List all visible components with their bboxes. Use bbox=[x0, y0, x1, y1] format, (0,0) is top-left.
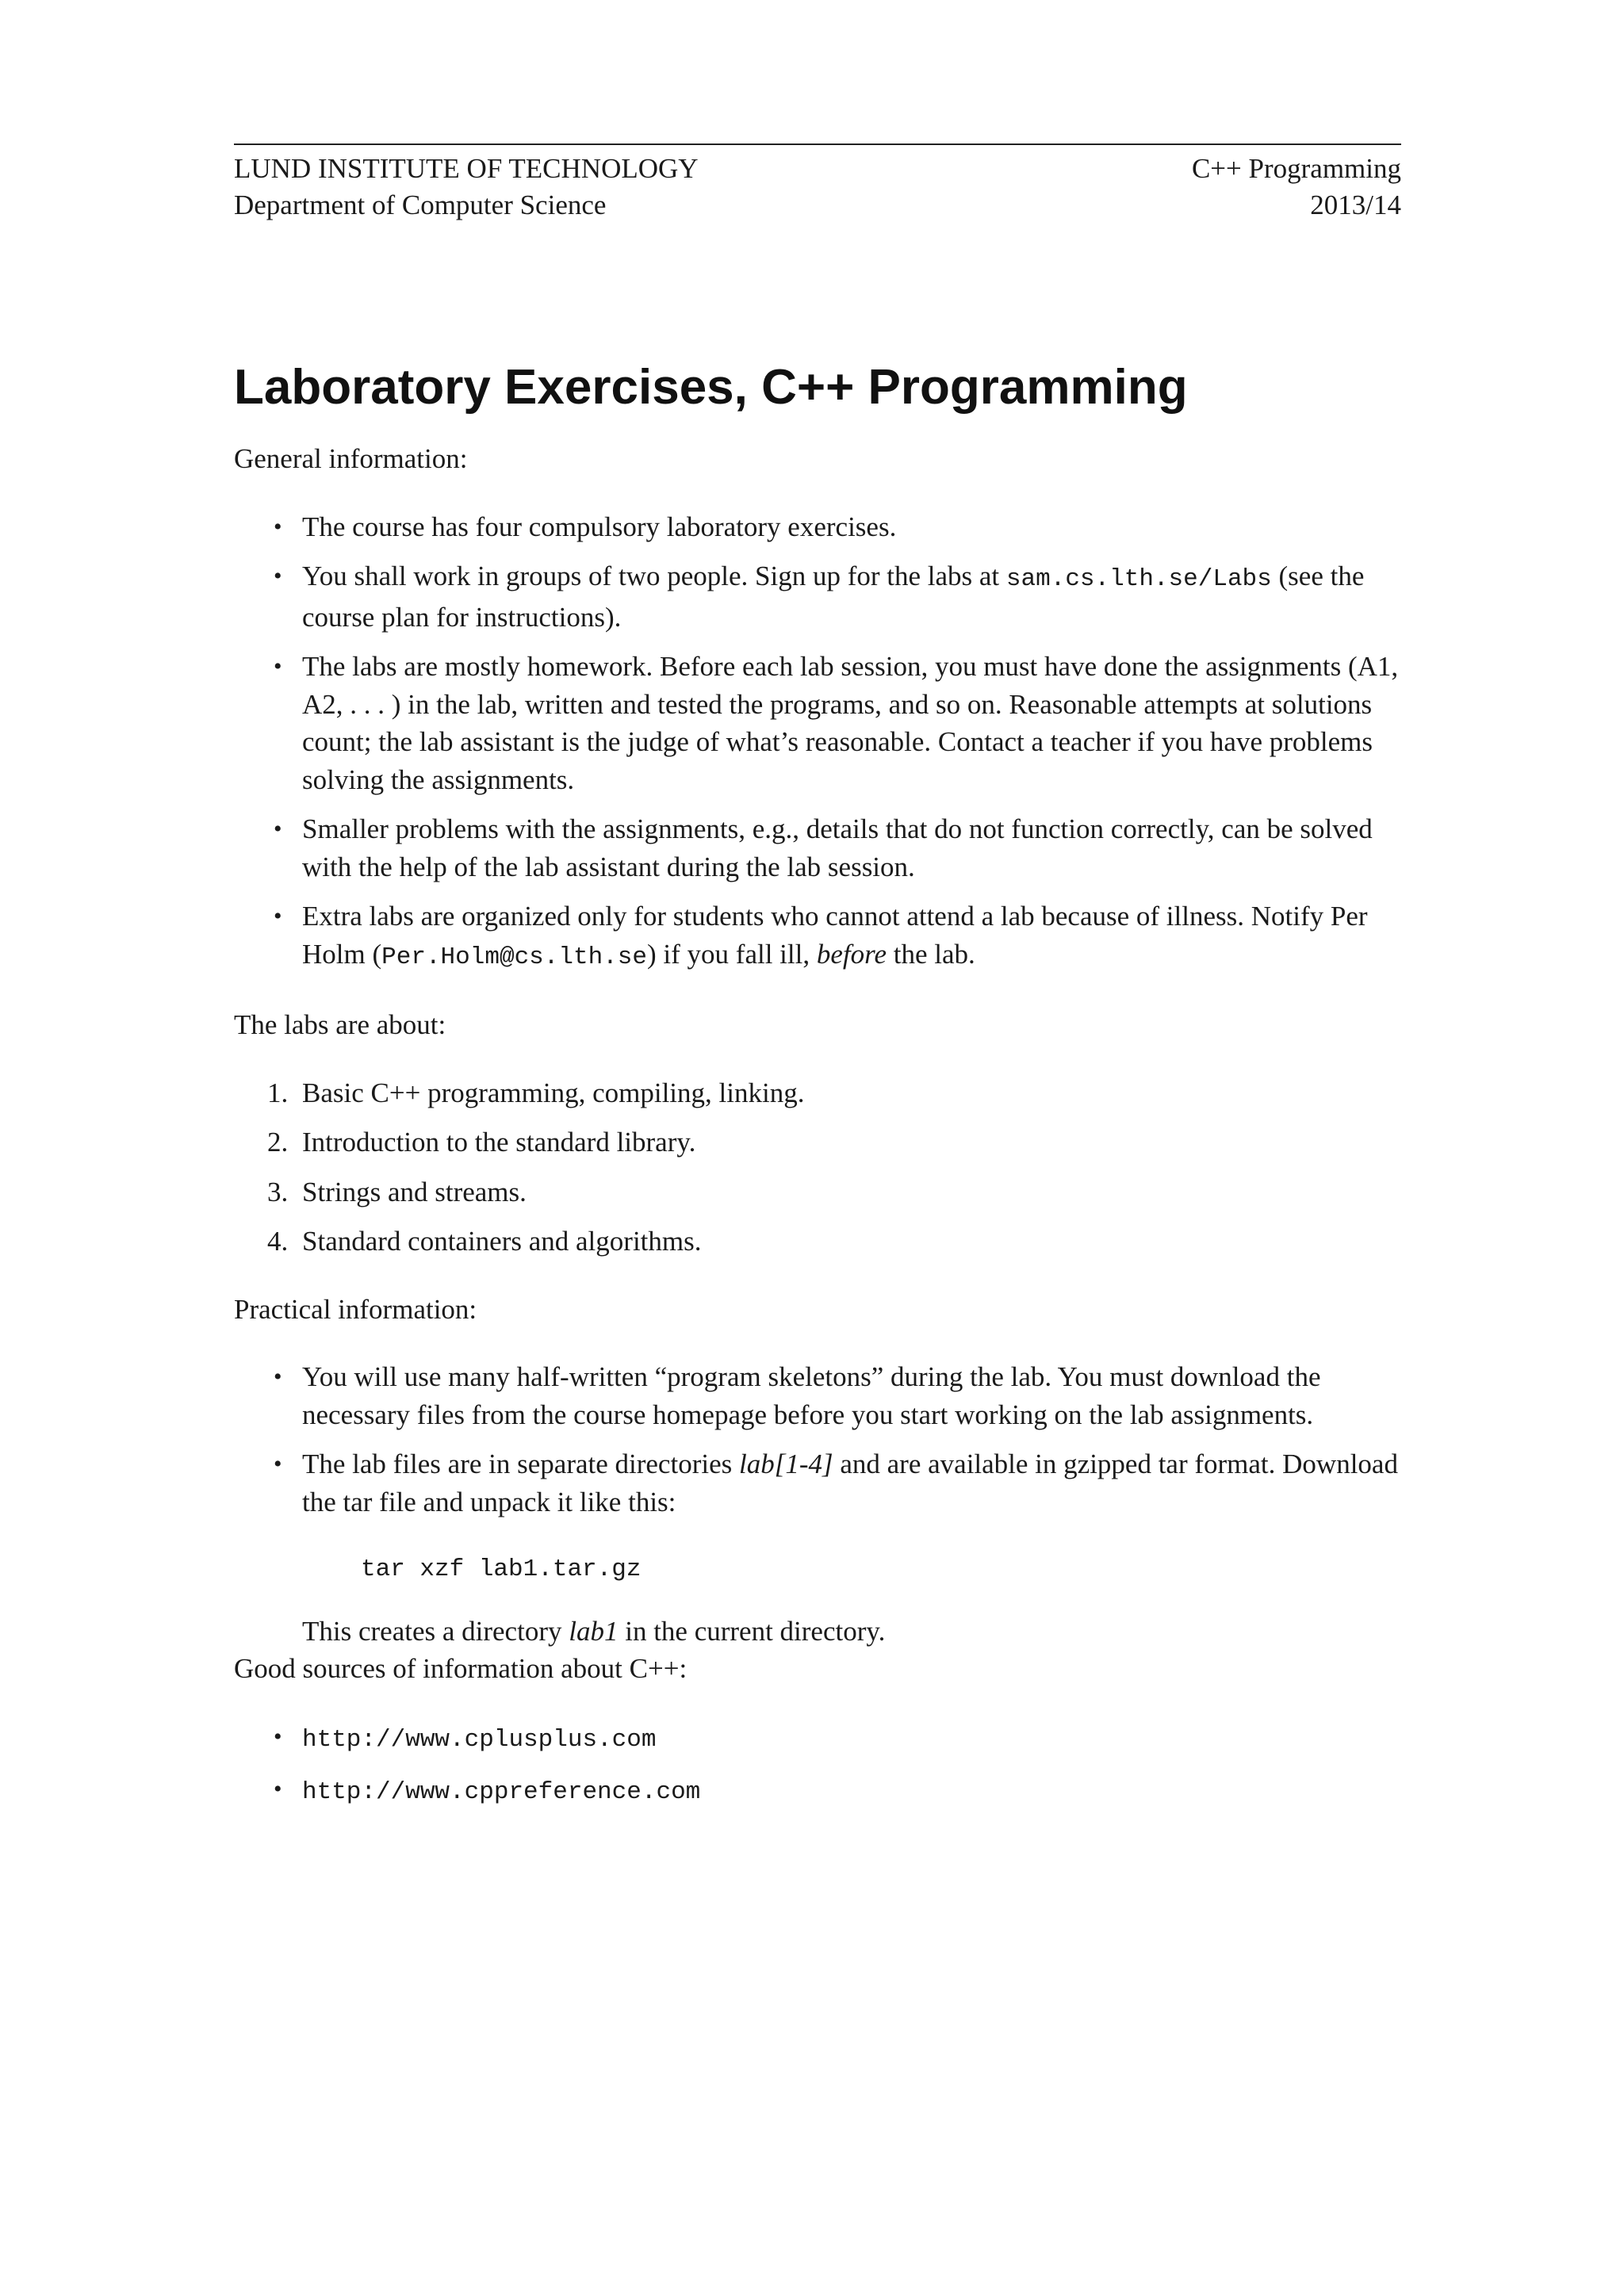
list-item bbox=[234, 810, 1401, 886]
header-right bbox=[1192, 151, 1401, 224]
labs-signup-link: sam.cs.lth.se/Labs bbox=[1005, 565, 1272, 593]
bullet-icon: • bbox=[274, 1364, 282, 1390]
source-link[interactable]: http://www.cplusplus.com bbox=[302, 1725, 657, 1754]
list-item-text: Introduction to the standard library. bbox=[302, 1127, 696, 1158]
source-link[interactable]: http://www.cppreference.com bbox=[302, 1778, 701, 1806]
bullet-icon: • bbox=[274, 1451, 282, 1477]
list-item bbox=[234, 508, 1401, 546]
emphasis-text: lab1 bbox=[569, 1615, 619, 1647]
general-info-heading: General information: bbox=[234, 443, 468, 474]
list-item-text: The lab files are in separate directories bbox=[302, 1448, 739, 1479]
general-info-list bbox=[234, 508, 1401, 977]
list-item-text: You shall work in groups of two people. Sign up for the labs at bbox=[302, 561, 1006, 591]
list-item bbox=[234, 648, 1401, 798]
header-left bbox=[234, 151, 699, 224]
list-item bbox=[234, 897, 1401, 976]
academic-year: 2013/14 bbox=[1310, 189, 1401, 220]
list-item-text: ) if you fall ill, bbox=[647, 938, 817, 970]
bullet-icon: • bbox=[274, 816, 282, 842]
list-item bbox=[234, 1074, 1401, 1112]
bullet-icon: • bbox=[274, 563, 282, 589]
practical-note bbox=[302, 1613, 1401, 1651]
list-item bbox=[234, 1718, 1401, 1759]
bullet-icon: • bbox=[274, 653, 282, 679]
list-item-text: and are available in gzipped tar format. Download the tar file and unpack it like this: bbox=[302, 1448, 1398, 1517]
institution-name: LUND INSTITUTE OF TECHNOLOGY bbox=[234, 153, 699, 184]
list-item-text: The course has four compulsory laboratory exercises. bbox=[302, 511, 897, 542]
bullet-icon: • bbox=[274, 903, 282, 929]
bullet-icon: • bbox=[274, 513, 282, 540]
list-item bbox=[234, 1123, 1401, 1161]
list-item-text: Standard containers and algorithms. bbox=[302, 1226, 702, 1257]
sources-heading: Good sources of information about C++: bbox=[234, 1653, 688, 1684]
header-rule bbox=[234, 144, 1401, 145]
list-number: 3. bbox=[267, 1176, 289, 1207]
list-number: 2. bbox=[267, 1127, 289, 1158]
list-item-text: Strings and streams. bbox=[302, 1176, 527, 1207]
note-text: in the current directory. bbox=[618, 1615, 886, 1647]
list-item-text: Smaller problems with the assignments, e.g., details that do not function correctly, can be solved with the help of the lab assistant during the lab session. bbox=[302, 813, 1373, 882]
document-body bbox=[234, 440, 1401, 1842]
list-item-text: (see the course plan for instructions). bbox=[302, 561, 1365, 633]
list-item bbox=[234, 557, 1401, 636]
bullet-icon: • bbox=[274, 1723, 282, 1750]
list-item-text: the lab. bbox=[886, 938, 975, 970]
list-item-text: The labs are mostly homework. Before each lab session, you must have done the assignments (A1, A2, . . . ) in the lab, written and tested the programs, and so on. Reasonable attempts at solutions count; the lab assistant is the judge of what’s reasonable. Contact a teacher if you have problems solving the assignments. bbox=[302, 651, 1399, 795]
list-item bbox=[234, 1223, 1401, 1261]
practical-info-list bbox=[234, 1358, 1401, 1521]
page-title: Laboratory Exercises, C++ Programming bbox=[234, 360, 1188, 415]
list-item-text: Basic C++ programming, compiling, linking. bbox=[302, 1077, 805, 1108]
bullet-icon: • bbox=[274, 1776, 282, 1802]
list-item-text: Extra labs are organized only for students who cannot attend a lab because of illness. Notify Per Holm ( bbox=[302, 901, 1368, 970]
list-number: 1. bbox=[267, 1077, 289, 1108]
list-item bbox=[234, 1770, 1401, 1812]
course-name: C++ Programming bbox=[1191, 153, 1401, 184]
practical-info-heading: Practical information: bbox=[234, 1293, 477, 1325]
list-item bbox=[234, 1173, 1401, 1211]
sources-list bbox=[234, 1718, 1401, 1812]
emphasis-text: lab[1-4] bbox=[738, 1448, 833, 1479]
list-item bbox=[234, 1445, 1401, 1521]
list-number: 4. bbox=[267, 1226, 289, 1257]
list-item-text: You will use many half-written “program skeletons” during the lab. You must download the necessary files from the course homepage before you start working on the lab assignments. bbox=[302, 1361, 1321, 1430]
list-item bbox=[234, 1358, 1401, 1433]
note-text: This creates a directory bbox=[302, 1615, 569, 1647]
labs-heading: The labs are about: bbox=[234, 1009, 446, 1040]
emphasis-text: before bbox=[816, 938, 887, 970]
tar-command: tar xzf lab1.tar.gz bbox=[361, 1556, 642, 1583]
labs-list bbox=[234, 1074, 1401, 1261]
department-name: Department of Computer Science bbox=[234, 189, 607, 220]
contact-email: Per.Holm@cs.lth.se bbox=[381, 943, 647, 971]
